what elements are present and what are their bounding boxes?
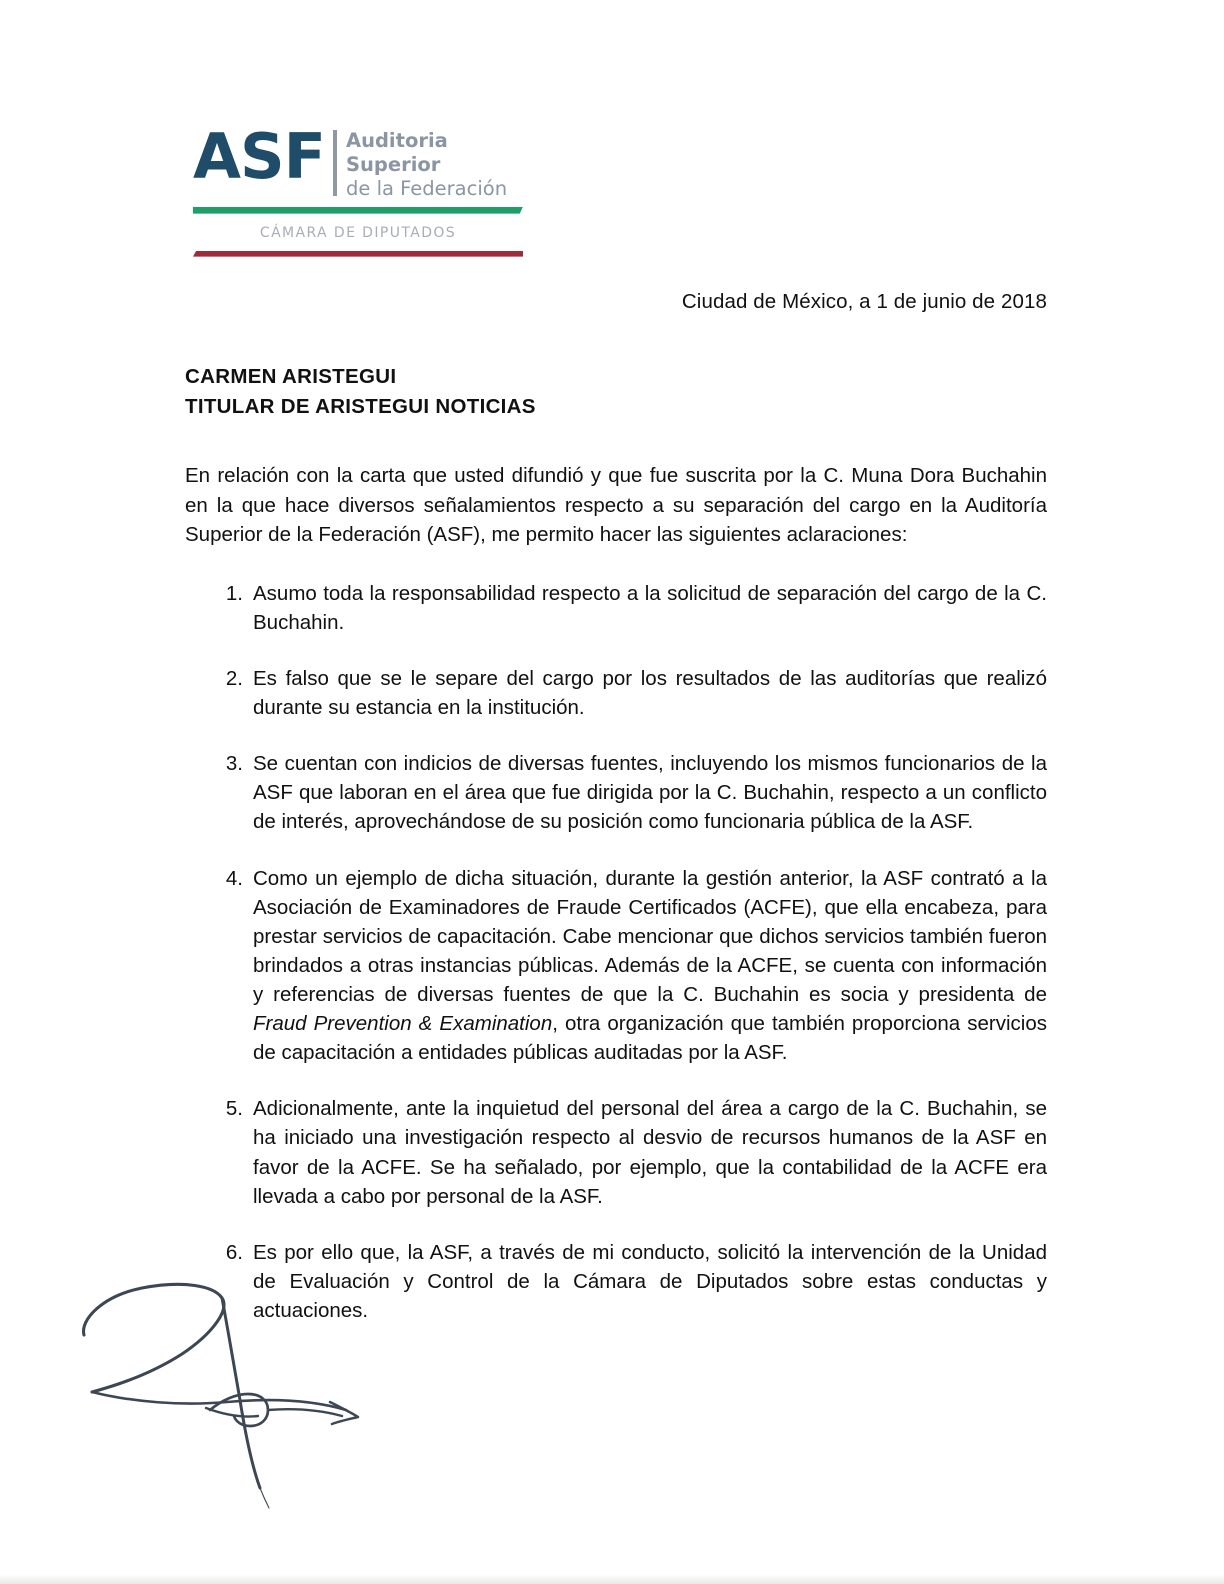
clause-item <box>185 1238 1047 1325</box>
clause-text: Es por ello que, la ASF, a través de mi conducto, solicitó la intervención de la Unidad de Evaluación y Control de la Cámara de Diputados sobre estas conductas y actuaciones. <box>253 1240 1047 1322</box>
clause-item <box>185 864 1047 1068</box>
clause-text: Es falso que se le separe del cargo por los resultados de las auditorías que realizó durante su estancia en la institución. <box>253 666 1047 720</box>
intro-paragraph: En relación con la carta que usted difundió y que fue suscrita por la C. Muna Dora Buchahin en la que hace diversos señalamientos respecto a su separación del cargo en la Auditoría Superior de la Federación (ASF), me permito hacer las siguientes aclaraciones: <box>185 464 1047 546</box>
asf-acronym-text: ASF <box>193 120 325 193</box>
clause-item <box>185 749 1047 836</box>
asf-logo <box>193 120 543 202</box>
recipient-name: CARMEN ARISTEGUI <box>185 365 397 388</box>
clause-text-before-italic: Como un ejemplo de dicha situación, durante la gestión anterior, la ASF contrató a la Asociación de Examinadores de Fraude Certificados (ACFE), que ella encabeza, para prestar servicios de capacitación. Cabe mencionar que dichos servicios también fueron brindados a otras instancias públicas. Además de la ACFE, se cuenta con información y referencias de diversas fuentes de que la C. Buchahin es socia y presidenta de <box>253 866 1047 1006</box>
recipient-block <box>185 362 1047 421</box>
red-rule <box>193 251 523 257</box>
asf-tagline <box>346 126 507 202</box>
clause-item <box>185 664 1047 722</box>
green-rule <box>193 207 523 214</box>
clause-number: 6. <box>225 1240 243 1264</box>
clause-number: 2. <box>225 666 243 690</box>
clause-number: 1. <box>225 581 243 605</box>
recipient-title: TITULAR DE ARISTEGUI NOTICIAS <box>185 394 536 418</box>
tagline-line-1: Auditoria <box>346 129 448 152</box>
camara-diputados-text: CÁMARA DE DIPUTADOS <box>259 224 457 241</box>
clause-number: 4. <box>225 866 243 890</box>
clause-item <box>185 1094 1047 1210</box>
clause-number: 5. <box>225 1097 243 1121</box>
tagline-line-3: de la Federación <box>346 177 508 201</box>
clause-italic-organization-name: Fraud Prevention & Examination <box>253 1012 553 1036</box>
clause-item <box>185 579 1047 637</box>
clause-list <box>185 579 1047 1325</box>
clause-text-after-italic: , otra organización que también proporciona servicios de capacitación a entidades públicas auditadas por la ASF. <box>253 1012 1047 1065</box>
clause-text: Adicionalmente, ante la inquietud del personal del área a cargo de la C. Buchahin, se ha iniciado una investigación respecto al desvio de recursos humanos de la ASF en favor de la ACFE. Se ha señalado, por ejemplo, que la contabilidad de la ACFE era llevada a cabo por personal de la ASF. <box>253 1097 1047 1208</box>
logo-divider-bar <box>333 130 337 196</box>
tagline-line-2: Superior <box>346 153 441 177</box>
clause-number: 3. <box>225 752 243 776</box>
date-line: Ciudad de México, a 1 de junio de 2018 <box>681 290 1047 313</box>
clause-text: Asumo toda la responsabilidad respecto a la solicitud de separación del cargo de la C. Buchahin. <box>253 581 1047 634</box>
scan-page-edge <box>0 1574 1224 1584</box>
clause-text: Se cuentan con indicios de diversas fuentes, incluyendo los mismos funcionarios de la ASF que laboran en el área que fue dirigida por la C. Buchahin, respecto a un conflicto de interés, aprovechándose de su posición como funcionaria pública de la ASF. <box>253 752 1047 834</box>
letterhead <box>193 120 543 257</box>
letter-body <box>185 290 1047 1325</box>
